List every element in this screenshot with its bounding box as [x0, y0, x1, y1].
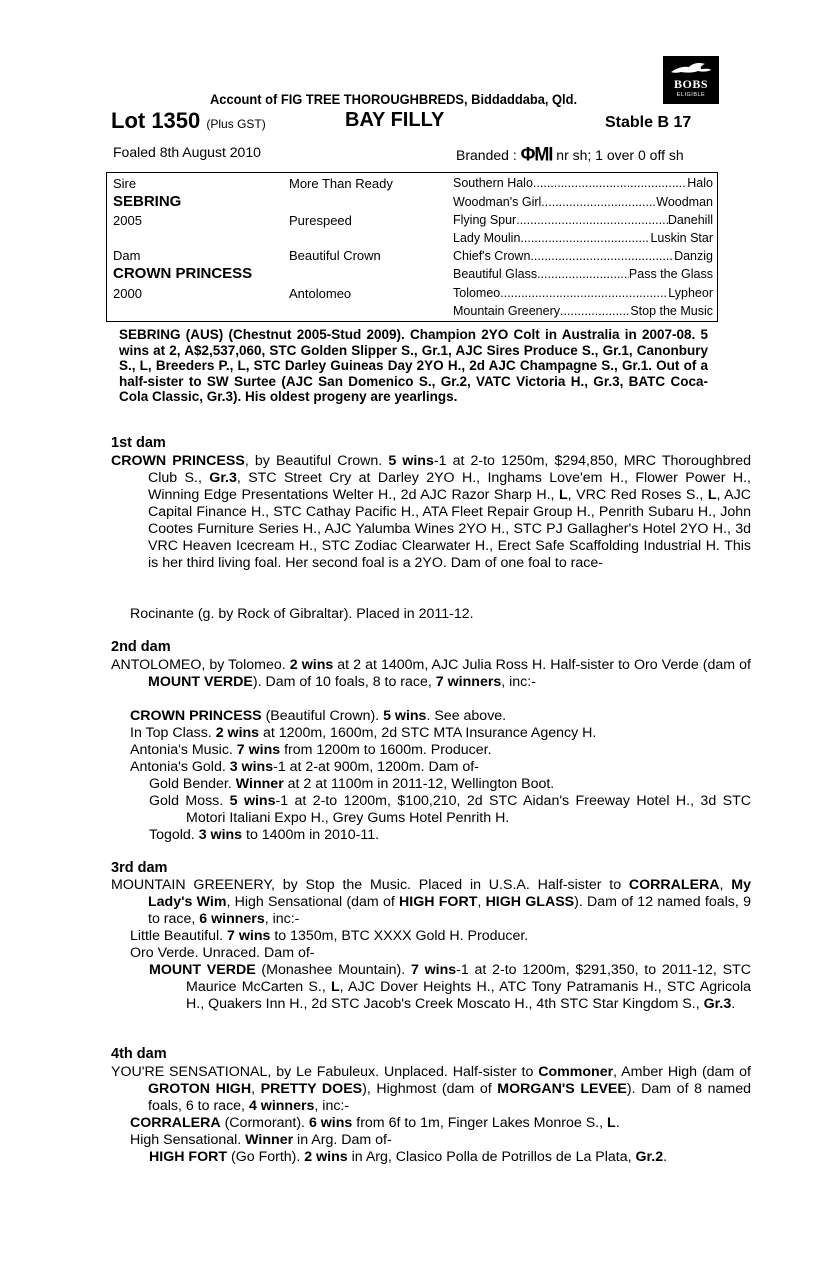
grandparent-row: Flying Spur ..... Danehill: [453, 213, 713, 227]
list-item: Antonia's Music. 7 wins from 1200m to 1600m. Producer.: [130, 742, 492, 758]
list-item: Oro Verde. Unraced. Dam of-: [130, 945, 315, 961]
foaled-date: Foaled 8th August 2010: [113, 144, 261, 160]
sire-dam: Purespeed: [289, 213, 352, 228]
horse-description: BAY FILLY: [345, 109, 445, 131]
list-item: Little Beautiful. 7 wins to 1350m, BTC XXXX Gold H. Producer.: [130, 928, 529, 944]
list-item: Togold. 3 wins to 1400m in 2010-11.: [149, 827, 380, 843]
list-item: High Sensational. Winner in Arg. Dam of-: [130, 1132, 392, 1148]
dam-dam: Antolomeo: [289, 286, 352, 301]
stable-number: Stable B 17: [605, 114, 692, 131]
lot-note: (Plus GST): [206, 117, 266, 131]
list-item: Gold Moss. 5 wins-1 at 2-to 1200m, $100,210, 2d STC Aidan's Freeway Hotel H., 3d STC Motori Italiani Expo H., Grey Gums Hotel Penrith H.: [149, 793, 751, 826]
first-dam-foal: Rocinante (g. by Rock of Gibraltar). Placed in 2011-12.: [130, 606, 474, 622]
bobs-logo: [663, 56, 719, 104]
list-item: CROWN PRINCESS (Beautiful Crown). 5 wins. See above.: [130, 708, 507, 724]
sire-name: SEBRING: [113, 193, 182, 210]
list-item: In Top Class. 2 wins at 1200m, 1600m, 2d STC MTA Insurance Agency H.: [130, 725, 597, 741]
sire-year: 2005: [113, 213, 142, 228]
logo-subtext: ELIGIBLE: [676, 92, 706, 98]
dam-name: CROWN PRINCESS: [113, 265, 253, 282]
section-heading-3rd-dam: 3rd dam: [111, 860, 168, 876]
list-item: CORRALERA (Cormorant). 6 wins from 6f to 1m, Finger Lakes Monroe S., L.: [130, 1115, 620, 1131]
section-heading-2nd-dam: 2nd dam: [111, 639, 171, 655]
sire-label: Sire: [113, 176, 137, 191]
dam-sire: Beautiful Crown: [289, 248, 381, 263]
section-heading-4th-dam: 4th dam: [111, 1046, 167, 1062]
grandparent-row: Lady Moulin ..... Luskin Star: [453, 231, 713, 245]
grandparent-row: Southern Halo ..... Halo: [453, 176, 713, 190]
grandparent-row: Woodman's Girl ..... Woodman: [453, 195, 713, 209]
brand-info: Branded : ΦMI nr sh; 1 over 0 off sh: [456, 142, 684, 165]
logo-text: BOBS: [673, 77, 708, 91]
fourth-dam-paragraph: YOU'RE SENSATIONAL, by Le Fabuleux. Unplaced. Half-sister to Commoner, Amber High (dam of GROTON HIGH, PRETTY DOES), Highmost (dam of MORGAN'S LEVEE). Dam of 8 named foals, 6 to race, 4 winners, inc:-: [111, 1064, 751, 1114]
lot-number: Lot 1350 (Plus GST): [111, 108, 266, 133]
pedigree-table: [106, 172, 718, 322]
list-item: Gold Bender. Winner at 2 at 1100m in 2011-12, Wellington Boot.: [149, 776, 555, 792]
sire-blurb: SEBRING (AUS) (Chestnut 2005-Stud 2009). Champion 2YO Colt in Australia in 2007-08. 5 wins at 2, A$2,537,060, STC Golden Slipper S., Gr.1, AJC Sires Produce S., Gr.1, Canonbury S., L, Breeders P., L, STC Darley Guineas Day 2YO H., 2d AJC Champagne S., Gr.1. Out of a half-sister to SW Surtee (AJC San Domenico S., Gr.2, VATC Victoria H., Gr.3, BATC Coca-Cola Classic, Gr.3). His oldest progeny are yearlings.: [119, 327, 708, 404]
dam-year: 2000: [113, 286, 142, 301]
consignor-account: Account of FIG TREE THOROUGHBREDS, Biddaddaba, Qld.: [210, 91, 578, 107]
list-item: MOUNT VERDE (Monashee Mountain). 7 wins-1 at 2-to 1200m, $291,350, to 2011-12, STC Maurice McCarten S., L, AJC Dover Heights H., ATC Tony Patramanis H., STC Agricola H., Quakers Inn H., 2d STC Jacob's Creek Moscato H., 4th STC Star Kingdom S., Gr.3.: [149, 962, 751, 1012]
section-heading-1st-dam: 1st dam: [111, 435, 166, 451]
second-dam-paragraph: ANTOLOMEO, by Tolomeo. 2 wins at 2 at 1400m, AJC Julia Ross H. Half-sister to Oro Verde (dam of MOUNT VERDE). Dam of 10 foals, 8 to race, 7 winners, inc:-: [111, 657, 751, 690]
grandparent-row: Tolomeo ..... Lypheor: [453, 286, 713, 300]
grandparent-row: Chief's Crown ..... Danzig: [453, 249, 713, 263]
brand-mark: ΦMI: [520, 142, 553, 165]
grandparent-row: Beautiful Glass ..... Pass the Glass: [453, 267, 713, 281]
grandparent-row: Mountain Greenery ..... Stop the Music: [453, 304, 713, 318]
third-dam-paragraph: MOUNTAIN GREENERY, by Stop the Music. Placed in U.S.A. Half-sister to CORRALERA, My Lady's Wim, High Sensational (dam of HIGH FORT, HIGH GLASS). Dam of 12 named foals, 9 to race, 6 winners, inc:-: [111, 877, 751, 927]
list-item: HIGH FORT (Go Forth). 2 wins in Arg, Clasico Polla de Potrillos de La Plata, Gr.2.: [149, 1149, 668, 1165]
first-dam-paragraph: CROWN PRINCESS, by Beautiful Crown. 5 wins-1 at 2-to 1250m, $294,850, MRC Thoroughbred Club S., Gr.3, STC Street Cry at Darley 2YO H., Inghams Love'em H., Flower Power H., Winning Edge Presentations Welter H., 2d AJC Razor Sharp H., L, VRC Red Roses S., L, AJC Capital Finance H., STC Cathay Pacific H., ATA Fleet Repair Group H., Penrith Subaru H., John Cootes Furniture Series H., AJC Yalumba Wines 2YO H., STC PJ Gallagher's Hotel 2YO H., 3d VRC Heaven Icecream H., STC Zodiac Clearwater H., Erect Safe Scaffolding Industrial H. This is her third living foal. Her second foal is a 2YO. Dam of one foal to race-: [111, 453, 751, 571]
list-item: Antonia's Gold. 3 wins-1 at 2-at 900m, 1200m. Dam of-: [130, 759, 479, 775]
dam-label: Dam: [113, 248, 141, 263]
sire-sire: More Than Ready: [289, 176, 393, 191]
horse-icon: [669, 60, 713, 78]
